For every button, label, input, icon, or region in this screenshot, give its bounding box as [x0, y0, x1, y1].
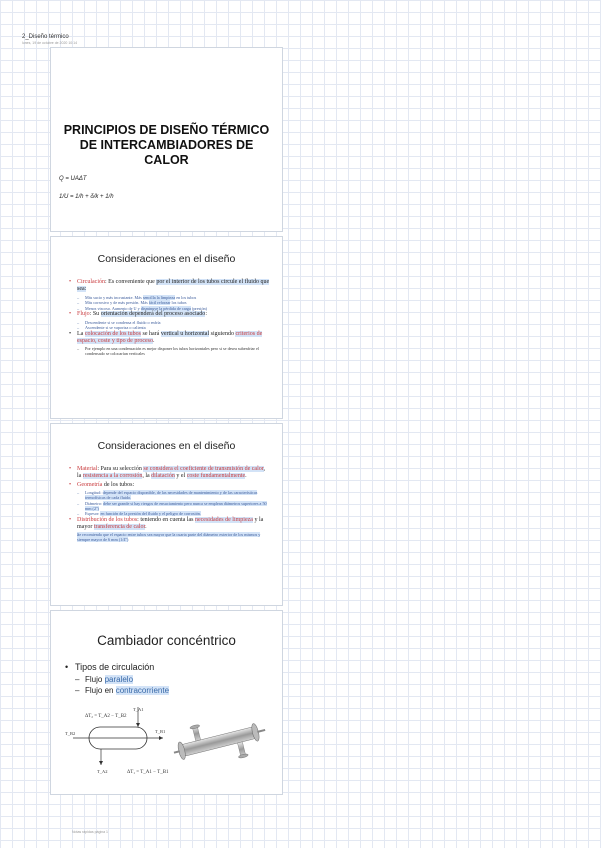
- page-title: 2_Diseño térmico: [22, 34, 69, 40]
- bullet-material: [69, 466, 270, 480]
- sub-text: Flujo en: [85, 686, 116, 695]
- sub-item: [69, 300, 270, 305]
- bullet-text: :: [205, 311, 207, 317]
- slide2-title: Consideraciones en el diseño: [97, 253, 236, 265]
- note: [69, 532, 270, 542]
- sub-flujo-paralelo: [65, 674, 270, 685]
- bullet-text: : teniendo en cuenta las: [137, 516, 195, 523]
- dt2-label: ΔT₂ = T_A2 − T_B2: [85, 714, 127, 719]
- bullet-colocacion: [69, 331, 270, 345]
- highlight-text: transferencia de calor: [93, 523, 146, 530]
- exchanger-diagram: [61, 703, 276, 783]
- slide-design-considerations-2: [50, 423, 283, 606]
- highlight-text: coste fundamentalmente: [186, 473, 246, 479]
- sub-item: [69, 306, 270, 311]
- bullet-circulacion: [69, 279, 270, 293]
- bullet-text: se hará: [140, 330, 161, 337]
- highlight-text: vertical u horizontal: [160, 330, 210, 337]
- highlight-text: depende del espacio disponible, de las necesidades de mantenimiento y de las características termofísicas de cada fluido.: [85, 490, 258, 500]
- slide2-body: [69, 279, 270, 357]
- sub-text: Más: [134, 294, 143, 300]
- highlight-text: disminuye la pérdida de carga: [140, 305, 191, 311]
- highlight-text: por el interior de los tubos circule el fluido que sea:: [77, 279, 270, 292]
- slide-concentric-exchanger: [50, 610, 283, 795]
- sub-key: Diámetro:: [85, 500, 104, 506]
- slide4-title: Cambiador concéntrico: [97, 633, 236, 648]
- sub-text: Flujo: [85, 675, 105, 684]
- highlight-text: debe ser grande si hay riesgos de ensuciamiento pero nunca se emplean diámetros superiores a 50 mm (2''): [85, 500, 267, 511]
- slide1-title-line: DE INTERCAMBIADORES DE: [79, 138, 254, 152]
- tb1-label: T_B1: [155, 729, 166, 734]
- bullet-label: Material: [77, 466, 98, 472]
- highlight-text: dilatación: [151, 473, 175, 479]
- bullet-text: : Es conveniente que: [105, 279, 157, 285]
- sub-key: Longitud:: [85, 490, 103, 495]
- bullet-text: .: [152, 337, 155, 344]
- tb2-label: T_B2: [65, 731, 76, 736]
- highlight-text: fácil reforzar: [148, 300, 171, 305]
- bullet-label: Geometría: [77, 481, 103, 488]
- bullet-text: .: [145, 523, 147, 530]
- bullet-flujo: [69, 311, 270, 318]
- bullet-label: Circulación: [77, 279, 105, 285]
- bullet-text: , la: [142, 473, 152, 479]
- highlight-text: orientación dependerá del proceso asociado: [100, 311, 206, 317]
- dt1-label: ΔT₁ = T_A1 − T_B1: [127, 770, 169, 775]
- slide3-body: [69, 466, 270, 543]
- bullet-distribucion: [69, 517, 270, 531]
- handwritten-formula-1: Q = UAΔT: [59, 176, 87, 182]
- slide3-title: Consideraciones en el diseño: [97, 440, 236, 452]
- highlight-text: contracorriente: [115, 686, 170, 695]
- sub-item: – Por ejemplo en una condensación es mejor disponer los tubos horizontales pero si se desea subenfriar el condensado se colocarían verticales: [69, 346, 270, 356]
- sub-item: [69, 295, 270, 300]
- handwritten-formula-2: 1/U = 1/h + δ/k + 1/h: [59, 194, 114, 200]
- highlight-text: paralelo: [104, 675, 134, 684]
- slide-design-considerations-1: [50, 236, 283, 419]
- bullet-text: y la mayor: [77, 516, 264, 530]
- sub-item: [69, 511, 270, 516]
- slide1-title-line: PRINCIPIOS DE DISEÑO TÉRMICO: [63, 123, 270, 137]
- sub-text: Más corrosivo y de más presión.: [85, 300, 141, 305]
- bullet-text: de los tubos:: [102, 481, 135, 488]
- sub-text: Más: [140, 300, 149, 305]
- highlight-text: en función de la presión del fluido y el peligro de corrosión.: [100, 511, 201, 516]
- ta1-label: T_A1: [133, 707, 144, 712]
- highlight-text: sencilla la limpieza: [142, 294, 176, 300]
- exchanger-illustration: [169, 709, 271, 774]
- slide1-title-line: CALOR: [144, 153, 189, 167]
- sub-text: los tubos: [170, 300, 187, 305]
- slide1-title: [51, 123, 282, 168]
- highlight-text: se considera el coeficiente de transmisión de calor: [143, 466, 264, 472]
- sub-text: (presión): [190, 305, 208, 311]
- highlight-text: criterios de espacio, coste y tipo de proceso: [77, 330, 263, 344]
- highlight-text: resistencia a la corrosión: [82, 473, 143, 479]
- ta2-label: T_A2: [97, 769, 108, 774]
- page-meta: lunes, 19 de octubre de 2020 10:14: [22, 41, 78, 45]
- sub-key: Espesor:: [85, 511, 101, 516]
- sub-text: en los tubos: [175, 294, 197, 300]
- bullet-label: Distribución de los tubos: [77, 516, 138, 523]
- sub-item: – Ascendente si se vaporiza o calienta: [69, 325, 270, 330]
- page-header: [22, 34, 77, 45]
- slide-title-page: [50, 47, 283, 232]
- sub-text: Aumento de U y: [111, 305, 141, 311]
- sub-text: Menos viscoso.: [85, 305, 112, 311]
- bullet-text: siguiendo: [209, 330, 236, 337]
- bullet-text: La: [77, 330, 85, 337]
- bullet-geometria: [69, 482, 270, 489]
- bullet-text: , la: [77, 466, 266, 479]
- slide4-body: [65, 661, 270, 696]
- highlight-text: Se recomienda que el espacio entre tubos sea mayor que la cuarta parte del diámetro exterior de los mismos y siempre mayor de 6 mm (1/4''): [77, 532, 261, 542]
- highlight-text: necesidades de limpieza: [194, 516, 253, 523]
- sub-text: Más sucio y más incrustante.: [85, 294, 135, 300]
- bullet-label: Flujo: [77, 311, 90, 317]
- bullet-text: y el: [174, 473, 187, 479]
- bullet-tipos: • Tipos de circulación: [65, 661, 270, 673]
- highlight-text: colocación de los tubos: [84, 330, 141, 337]
- sub-flujo-contracorriente: [65, 685, 270, 696]
- sub-item: [69, 490, 270, 500]
- sub-item: [69, 501, 270, 511]
- sub-item: – Descendente si se condensa el fluido o enfría: [69, 320, 270, 325]
- bullet-text: : Su: [89, 311, 101, 317]
- page-footer: Notas rápidas página 1: [72, 830, 108, 834]
- bullet-text: : Para su selección: [97, 466, 144, 472]
- bullet-text: .: [245, 473, 247, 479]
